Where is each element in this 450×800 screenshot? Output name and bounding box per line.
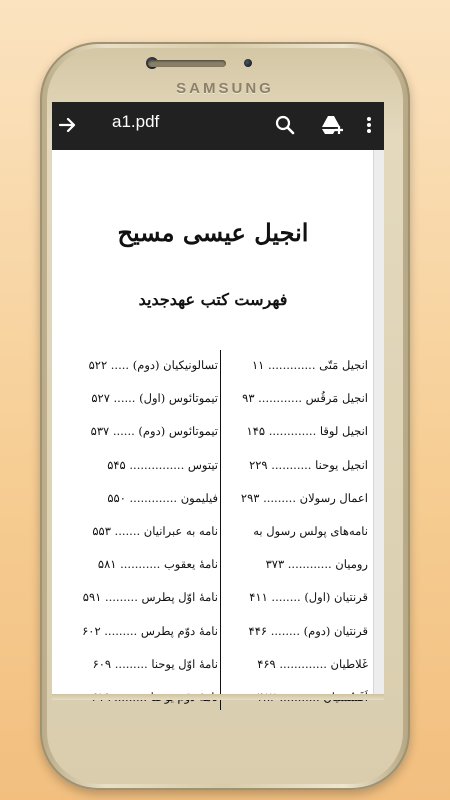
toc-entry: تیموتائوس (دوم) ...... ۵۳۷ — [90, 424, 218, 439]
toc-entry: نامه به عبرانیان ....... ۵۵۳ — [92, 523, 218, 538]
arrow-right-icon[interactable] — [54, 110, 82, 140]
toc-entry: رومیان ............ ۳۷۳ — [265, 557, 368, 572]
speaker-grille — [148, 60, 226, 67]
toc-entry: انجیل لوقا ............. ۱۴۵ — [246, 424, 368, 439]
document-title: انجیل عیسی مسیح — [117, 218, 309, 247]
toc-entry: انجیل مَرقُس ............ ۹۳ — [242, 391, 368, 406]
toc-right-column — [230, 355, 368, 720]
search-icon[interactable] — [271, 110, 299, 140]
toc-entry: نامه‌های پولس رسول به — [253, 523, 368, 538]
toc-entry: اعمال رسولان ......... ۲۹۳ — [240, 490, 368, 505]
toc-entry — [230, 687, 368, 720]
toc-entry — [68, 687, 218, 720]
brand-logo: SAMSUNG — [176, 80, 274, 97]
toc-entry: تیتوس ............... ۵۴۵ — [107, 457, 218, 472]
file-name: a1.pdf — [112, 112, 160, 131]
toc-entry: نامهٔ اوّل پطرس ......... ۵۹۱ — [82, 590, 218, 605]
pdf-page[interactable] — [52, 150, 374, 694]
toc-entry: تیموتائوس (اول) ...... ۵۲۷ — [91, 391, 218, 406]
toc-entry: نامهٔ دوّم پطرس ......... ۶۰۲ — [82, 623, 218, 638]
toc-entry: قرنتیان (دوم) ........ ۴۴۶ — [248, 623, 368, 638]
more-vert-icon[interactable] — [358, 110, 380, 140]
drive-add-icon[interactable] — [318, 110, 346, 140]
scrollbar[interactable] — [373, 150, 384, 694]
sensor-icon — [244, 59, 252, 67]
screen — [52, 102, 384, 694]
toc-entry: تسالونیکیان (دوم) ..... ۵۲۲ — [88, 358, 218, 372]
phone-chin — [52, 694, 384, 700]
app-bar — [52, 102, 384, 150]
toc-entry: غَلاطیان ............. ۴۶۹ — [257, 656, 368, 671]
toc-entry: انجیل مَتّی ............. ۱۱ — [251, 358, 368, 372]
toc-entry: فیلیمون ............. ۵۵۰ — [107, 490, 218, 505]
document-subtitle: فهرست کتب عهدجدید — [138, 290, 288, 309]
toc-entry: نامهٔ یعقوب ........... ۵۸۱ — [97, 557, 218, 572]
toc-entry: انجیل یوحنا ........... ۲۲۹ — [249, 457, 368, 472]
column-divider — [220, 350, 221, 710]
toc-entry: قرنتیان (اول) ........ ۴۱۱ — [249, 590, 368, 605]
toc-left-column — [68, 355, 218, 720]
toc-entry: نامهٔ اوّل یوحنا ......... ۶۰۹ — [92, 656, 218, 671]
